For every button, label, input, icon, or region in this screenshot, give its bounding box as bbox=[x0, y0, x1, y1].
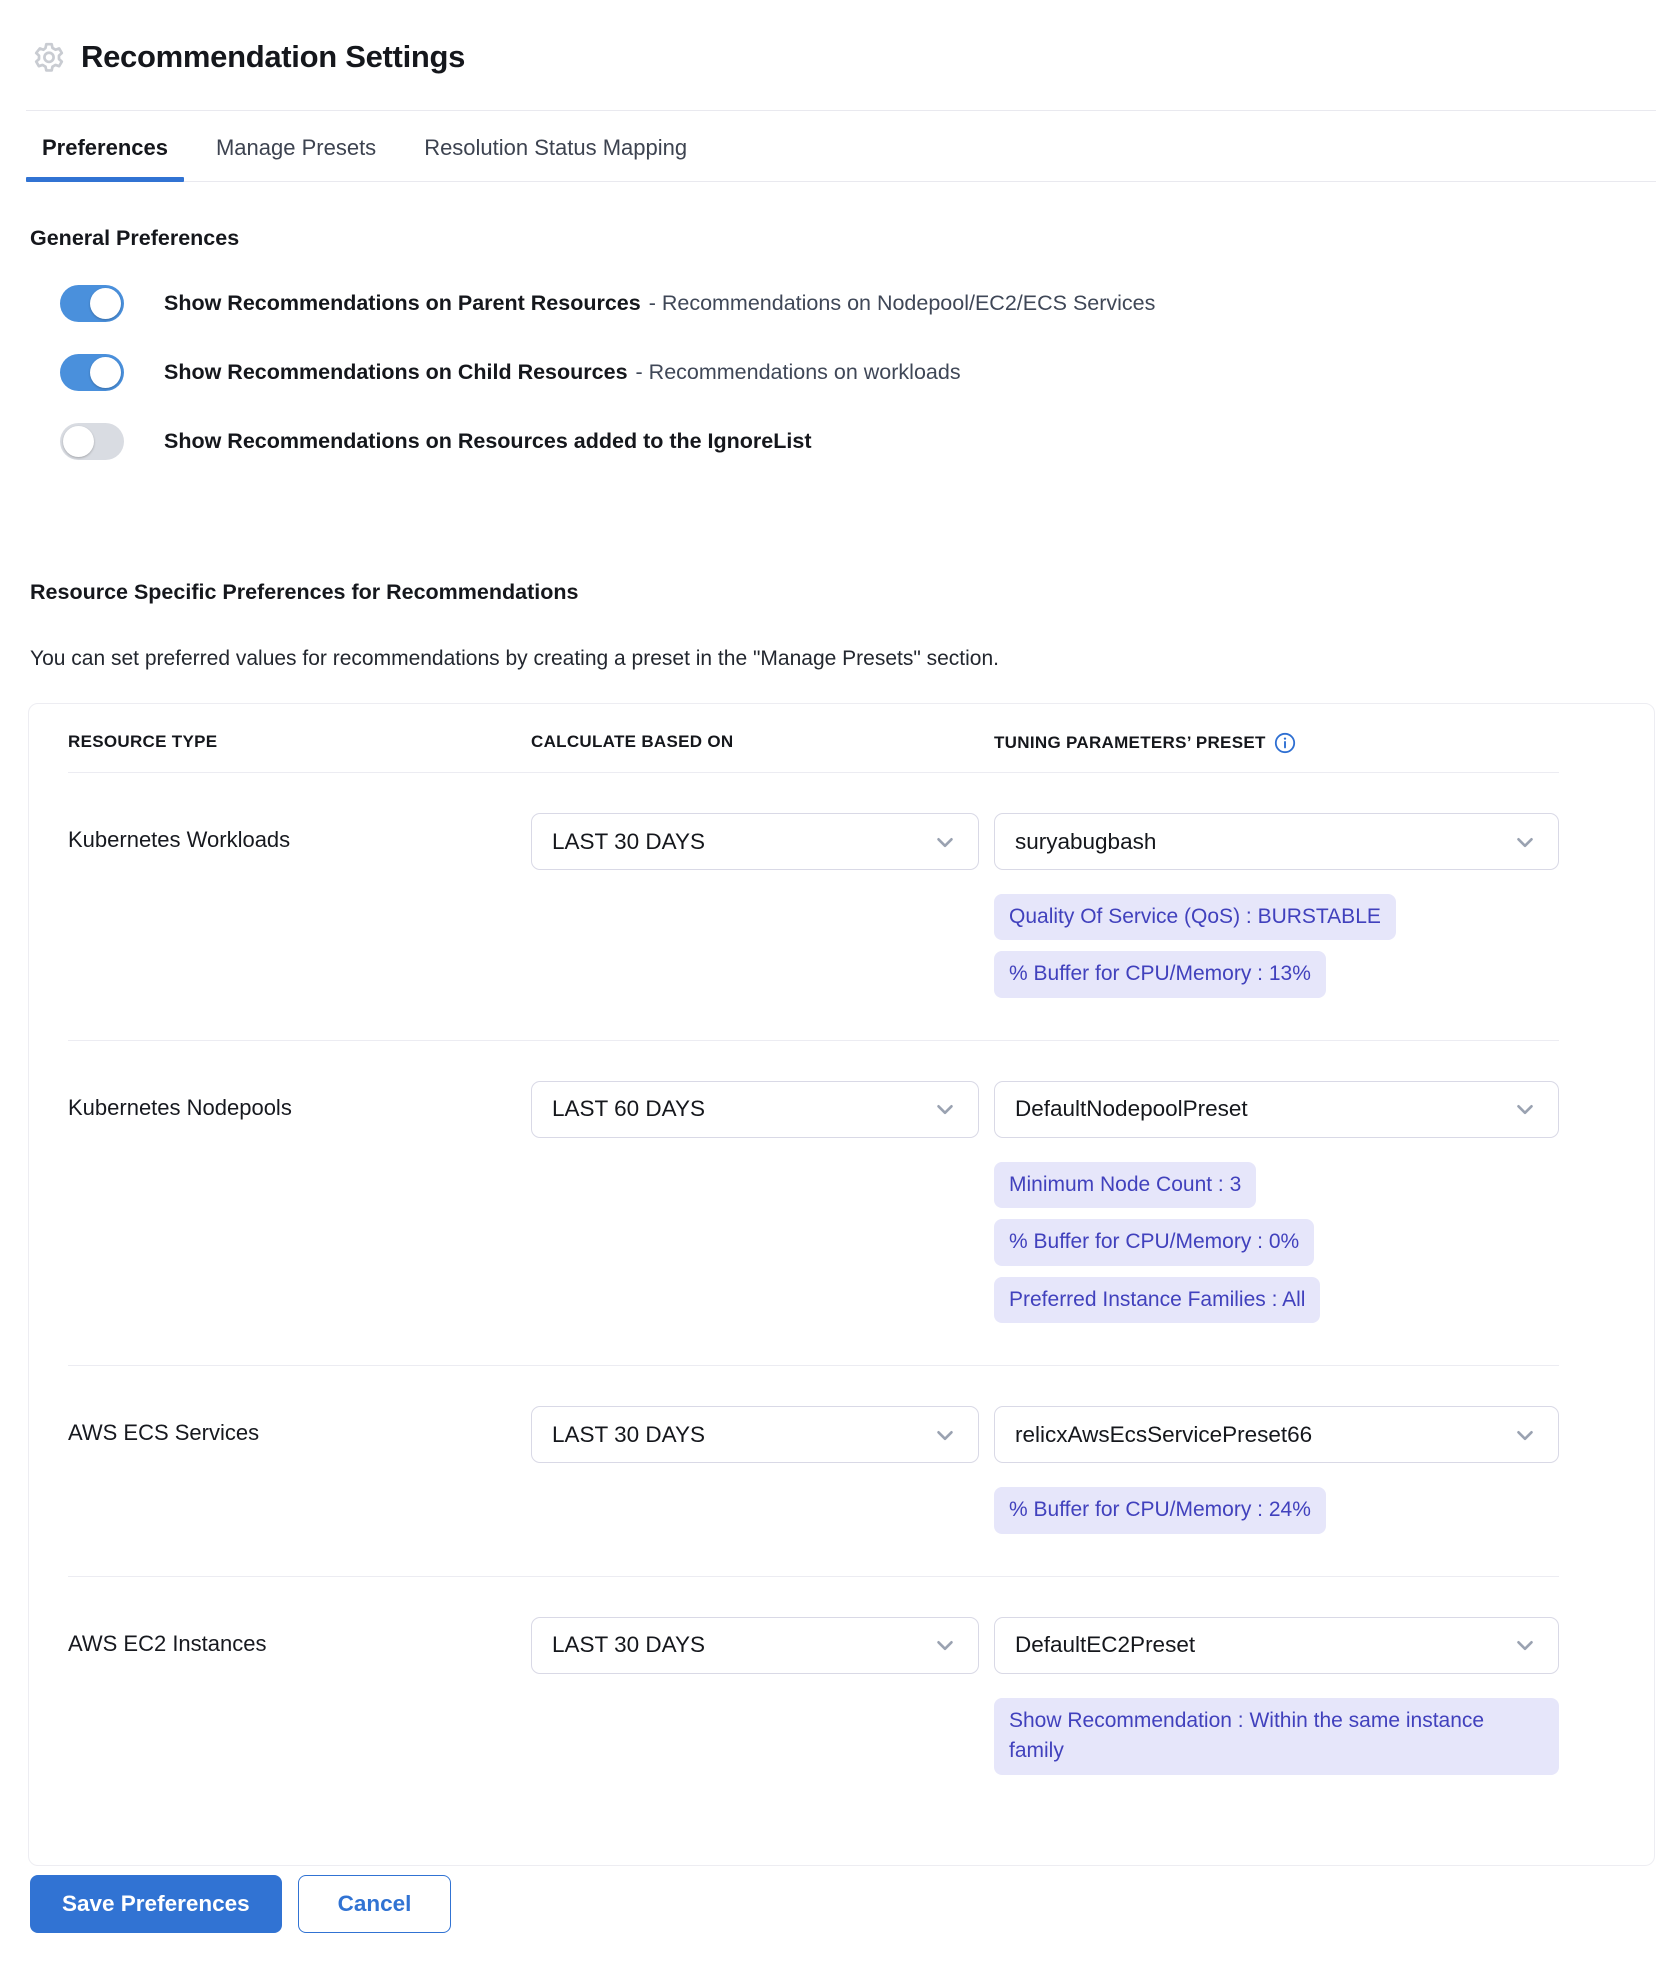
calculate-cell bbox=[531, 1406, 994, 1463]
toggle-list bbox=[0, 285, 1656, 460]
tab-preferences[interactable]: Preferences bbox=[26, 111, 184, 181]
page-header bbox=[0, 0, 1656, 76]
calculate-based-on-select[interactable] bbox=[531, 1081, 979, 1138]
footer-actions bbox=[30, 1875, 451, 1933]
toggle-label: Show Recommendations on Child Resources bbox=[164, 360, 628, 384]
toggle-description: - Recommendations on workloads bbox=[635, 360, 961, 384]
resource-preferences-card bbox=[28, 703, 1655, 1866]
tuning-preset-select[interactable] bbox=[994, 1617, 1559, 1674]
save-preferences-button[interactable]: Save Preferences bbox=[30, 1875, 282, 1933]
preset-parameter-chip: Preferred Instance Families : All bbox=[994, 1277, 1320, 1323]
resource-type-label: Kubernetes Workloads bbox=[68, 827, 291, 852]
preset-chip-list bbox=[994, 894, 1559, 998]
calculate-based-on-value: LAST 30 DAYS bbox=[552, 1632, 705, 1658]
table-body bbox=[68, 772, 1559, 1817]
resource-type-label: Kubernetes Nodepools bbox=[68, 1094, 292, 1120]
table-row bbox=[68, 1040, 1559, 1365]
tab-bar bbox=[26, 111, 1656, 182]
tuning-preset-select[interactable] bbox=[994, 1081, 1559, 1138]
preset-parameter-chip: % Buffer for CPU/Memory : 0% bbox=[994, 1219, 1314, 1265]
calculate-cell bbox=[531, 813, 994, 870]
toggle-text bbox=[164, 291, 1155, 316]
calculate-based-on-value: LAST 30 DAYS bbox=[552, 1421, 705, 1447]
toggle-text bbox=[164, 360, 961, 385]
tuning-preset-select[interactable] bbox=[994, 1406, 1559, 1463]
toggle-switch[interactable] bbox=[60, 423, 124, 460]
tuning-preset-select[interactable] bbox=[994, 813, 1559, 870]
preset-parameter-chip: Minimum Node Count : 3 bbox=[994, 1162, 1256, 1208]
table-row bbox=[68, 772, 1559, 1040]
toggle-description: - Recommendations on Nodepool/EC2/ECS Services bbox=[648, 291, 1156, 315]
general-preferences-heading: General Preferences bbox=[30, 226, 240, 250]
table-row bbox=[68, 1576, 1559, 1817]
preset-parameter-chip: % Buffer for CPU/Memory : 13% bbox=[994, 951, 1326, 997]
column-header-tuning-preset bbox=[994, 732, 1559, 754]
cancel-button[interactable]: Cancel bbox=[298, 1875, 452, 1933]
chevron-down-icon bbox=[932, 1632, 958, 1658]
table-header-row bbox=[68, 712, 1559, 772]
toggle-row bbox=[60, 423, 1656, 460]
toggle-switch[interactable] bbox=[60, 285, 124, 322]
calculate-based-on-select[interactable] bbox=[531, 1617, 979, 1674]
calculate-based-on-select[interactable] bbox=[531, 813, 979, 870]
calculate-based-on-value: LAST 60 DAYS bbox=[552, 1096, 705, 1122]
calculate-based-on-value: LAST 30 DAYS bbox=[552, 828, 705, 854]
tab-resolution-status-mapping[interactable]: Resolution Status Mapping bbox=[424, 135, 688, 160]
table-row bbox=[68, 1365, 1559, 1575]
resource-preferences-description: You can set preferred values for recommendations by creating a preset in the "Manage Presets" section. bbox=[30, 647, 999, 670]
resource-type-label: AWS ECS Services bbox=[68, 1420, 260, 1446]
calculate-cell bbox=[531, 1617, 994, 1674]
preset-chip-list bbox=[994, 1487, 1559, 1533]
tuning-preset-value: DefaultNodepoolPreset bbox=[1015, 1096, 1248, 1122]
column-header-resource-type: RESOURCE TYPE bbox=[68, 732, 218, 751]
resource-type-label: AWS EC2 Instances bbox=[68, 1630, 267, 1656]
preset-parameter-chip: % Buffer for CPU/Memory : 24% bbox=[994, 1487, 1326, 1533]
tab-manage-presets[interactable]: Manage Presets bbox=[215, 135, 377, 160]
chevron-down-icon bbox=[932, 829, 958, 855]
toggle-knob bbox=[90, 357, 121, 388]
chevron-down-icon bbox=[1512, 1422, 1538, 1448]
preset-cell bbox=[994, 813, 1559, 998]
preset-chip-list bbox=[994, 1698, 1559, 1775]
info-icon[interactable] bbox=[1274, 732, 1296, 754]
preset-parameter-chip: Quality Of Service (QoS) : BURSTABLE bbox=[994, 894, 1396, 940]
toggle-row bbox=[60, 354, 1656, 391]
preset-chip-list bbox=[994, 1162, 1559, 1323]
toggle-label: Show Recommendations on Parent Resources bbox=[164, 291, 641, 315]
toggle-text bbox=[164, 429, 819, 454]
chevron-down-icon bbox=[1512, 829, 1538, 855]
preset-cell bbox=[994, 1406, 1559, 1533]
preset-cell bbox=[994, 1617, 1559, 1775]
gear-icon bbox=[30, 38, 68, 76]
calculate-cell bbox=[531, 1081, 994, 1138]
chevron-down-icon bbox=[932, 1422, 958, 1448]
column-header-calculate-based-on: CALCULATE BASED ON bbox=[531, 732, 734, 751]
tuning-preset-value: relicxAwsEcsServicePreset66 bbox=[1015, 1421, 1313, 1447]
toggle-label: Show Recommendations on Resources added to the IgnoreList bbox=[164, 429, 812, 453]
toggle-row bbox=[60, 285, 1656, 322]
preset-cell bbox=[994, 1081, 1559, 1323]
chevron-down-icon bbox=[932, 1096, 958, 1122]
preset-parameter-chip: Show Recommendation : Within the same instance family bbox=[994, 1698, 1559, 1775]
tuning-preset-value: DefaultEC2Preset bbox=[1015, 1632, 1196, 1658]
column-header-tuning-preset-label: TUNING PARAMETERS’ PRESET bbox=[994, 733, 1266, 752]
chevron-down-icon bbox=[1512, 1096, 1538, 1122]
chevron-down-icon bbox=[1512, 1632, 1538, 1658]
calculate-based-on-select[interactable] bbox=[531, 1406, 979, 1463]
toggle-knob bbox=[63, 426, 94, 457]
page-title: Recommendation Settings bbox=[81, 39, 466, 74]
tuning-preset-value: suryabugbash bbox=[1015, 828, 1157, 854]
toggle-knob bbox=[90, 288, 121, 319]
resource-preferences-heading: Resource Specific Preferences for Recommendations bbox=[30, 580, 579, 604]
toggle-switch[interactable] bbox=[60, 354, 124, 391]
